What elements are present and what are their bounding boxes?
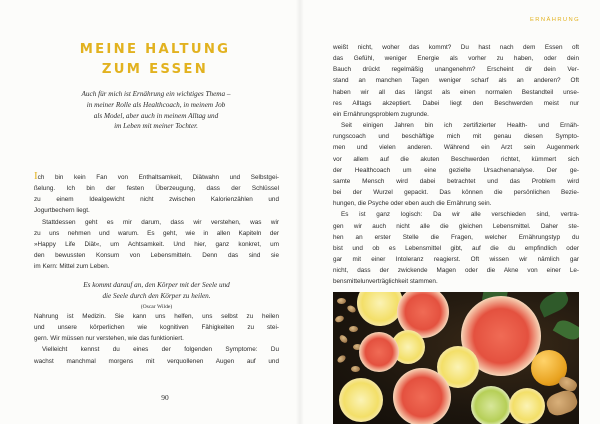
text-line: zu uns nehmen und warum. Es geht, wie in allen Kapiteln der — [34, 229, 279, 237]
lemon-slice-icon — [509, 388, 545, 424]
paragraph — [34, 172, 279, 217]
quote-line-content: die Seele durch den Körper zu heilen. — [102, 292, 211, 300]
text-line: wachst manchmal morgens mit verquollenen Augen auf und — [34, 357, 279, 365]
text-line: das Gefühl, weniger Energie als vorher zu haben, oder dein — [333, 55, 579, 63]
text-line: Bauch drückt regelmäßig unangenehm? Erscheint dir dein Ver- — [333, 66, 579, 74]
page-number: 90 — [161, 393, 169, 402]
intro-line: als Model, aber auch in meinem Alltag und — [93, 111, 219, 120]
chapter-title-line: ZUM ESSEN — [101, 62, 209, 77]
text-line: vor allem auf die akuten Beschwerden richtet, kümmert sich — [333, 155, 579, 163]
chapter-title-line: MEINE HALTUNG — [79, 42, 231, 57]
text-line: weißt nicht, woher das kommt? Du hast nach dem Essen oft — [333, 44, 579, 51]
intro-line: im Leben mit meiner Tochter. — [114, 122, 198, 131]
body-text-block — [34, 311, 279, 367]
text-line: hen an erster Stelle die Fragen, welcher Ernährungstyp du — [333, 233, 579, 241]
intro-line: in meiner Rolle als Healthcoach, in meinem Job — [86, 100, 226, 109]
text-line: und unsere körperlichen wie kognitiven Fähigkeiten zu stei- — [34, 324, 279, 332]
intro-line: Auch für mich ist Ernährung ein wichtiges Thema – — [81, 90, 231, 98]
text-line: haben wir all das längst als einen normalen Bestandteil unse- — [333, 88, 579, 96]
quote-line: Es kommt darauf an, den Körper mit der Seele und — [83, 281, 230, 289]
quote-line — [34, 291, 279, 313]
paragraph — [34, 344, 279, 366]
citrus-photo — [333, 292, 579, 424]
lemon-slice-icon — [339, 378, 383, 422]
paragraph — [333, 42, 579, 120]
paragraph — [34, 311, 279, 344]
text-line: Jogurtbechern liegt. — [34, 207, 90, 215]
running-header: ERNÄHRUNG — [530, 17, 580, 23]
nut-icon — [349, 326, 358, 332]
text-line: »Happy Life Diät«, um Achtsamkeit. Und hier, ganz konkret, um — [34, 240, 279, 248]
drop-cap: I — [34, 170, 38, 182]
text-line: bist und ob es Lebensmittel gibt, auf die du empfindlich oder — [333, 244, 579, 252]
text-line: hungen, die Psyche oder eben auch die Ernährung sein. — [333, 200, 492, 208]
grapefruit-slice-icon — [393, 368, 451, 424]
text-line-content: ch bin kein Fan von Enthaltsamkeit, Diätwahn und Selbstgei- — [37, 174, 279, 181]
text-line: ßelung. Ich bin der festen Überzeugung, dass der Schlüssel — [34, 185, 279, 193]
paragraph — [333, 120, 579, 209]
text-line: der Healthcoach um eine gezielte Ursachenanalyse. Der ge- — [333, 166, 579, 174]
chapter-title — [40, 40, 270, 80]
paragraph — [333, 209, 579, 287]
quote-attribution: (Oscar Wilde) — [140, 304, 173, 310]
text-line: gen wir auch nicht alle die gleichen Lebensmittel. Daher ste- — [333, 222, 579, 230]
text-line: zu einem Idealgewicht nicht zwischen Kalorienzählen und — [34, 196, 279, 204]
intro-text — [56, 89, 256, 132]
nut-icon — [351, 366, 360, 372]
paragraph — [34, 217, 279, 273]
text-line: bei der Wurzel gepackt. Das können die persönlichen Bezie- — [333, 189, 579, 197]
grapefruit-slice-icon — [359, 332, 399, 372]
right-page — [300, 0, 600, 424]
text-line: gar mit einer Intoleranz reagierst. Oft wissen wir nämlich gar — [333, 255, 579, 263]
text-line: Es ist ganz logisch: Da wir alle verschieden sind, vertra- — [341, 211, 579, 219]
text-line: bensmittelunverträglichkeit stammen. — [333, 278, 438, 286]
text-line: ein Ernährungsproblem zugrunde. — [333, 110, 429, 118]
text-line: Vielleicht kennst du eines der folgenden Symptome: Du — [42, 346, 279, 354]
text-line: res Alltags akzeptiert. Dabei liegt den Beschwerden meist nur — [333, 99, 579, 107]
text-line: gern. Wir müssen nur verstehen, wie das funktioniert. — [34, 335, 184, 343]
text-line: im Kern: Mittel zum Leben. — [34, 263, 110, 271]
body-text-block — [333, 42, 579, 287]
quote — [34, 280, 279, 313]
lime-slice-icon — [471, 386, 511, 424]
body-text-block — [34, 172, 279, 272]
text-line: men und vielen anderen. Während ein Arzt sein Augenmerk — [333, 144, 579, 152]
nut-icon — [337, 298, 346, 304]
text-line: Stattdessen geht es mir darum, dass wir verstehen, was wir — [42, 218, 279, 226]
text-line: samte Mensch wird dabei betrachtet und das Problem wird — [333, 177, 579, 185]
text-line — [34, 172, 279, 183]
text-line: Nahrung ist Medizin. Sie kann uns helfen, uns selbst zu heilen — [34, 313, 279, 320]
text-line: rungscoach und beschäftige mich mit genau diesen Sympto- — [333, 133, 579, 141]
text-line: nicht, dass der zwickende Magen oder die Akne von einer Le- — [333, 267, 579, 275]
text-line: den bewussten Konsum von Lebensmitteln. Denn das sind sie — [34, 252, 279, 260]
text-line: stand an manchen Tagen weniger scharf als an anderen? Oft — [333, 77, 579, 85]
text-line: Seit einigen Jahren bin ich zertifizierter Health- und Ernäh- — [341, 122, 579, 130]
